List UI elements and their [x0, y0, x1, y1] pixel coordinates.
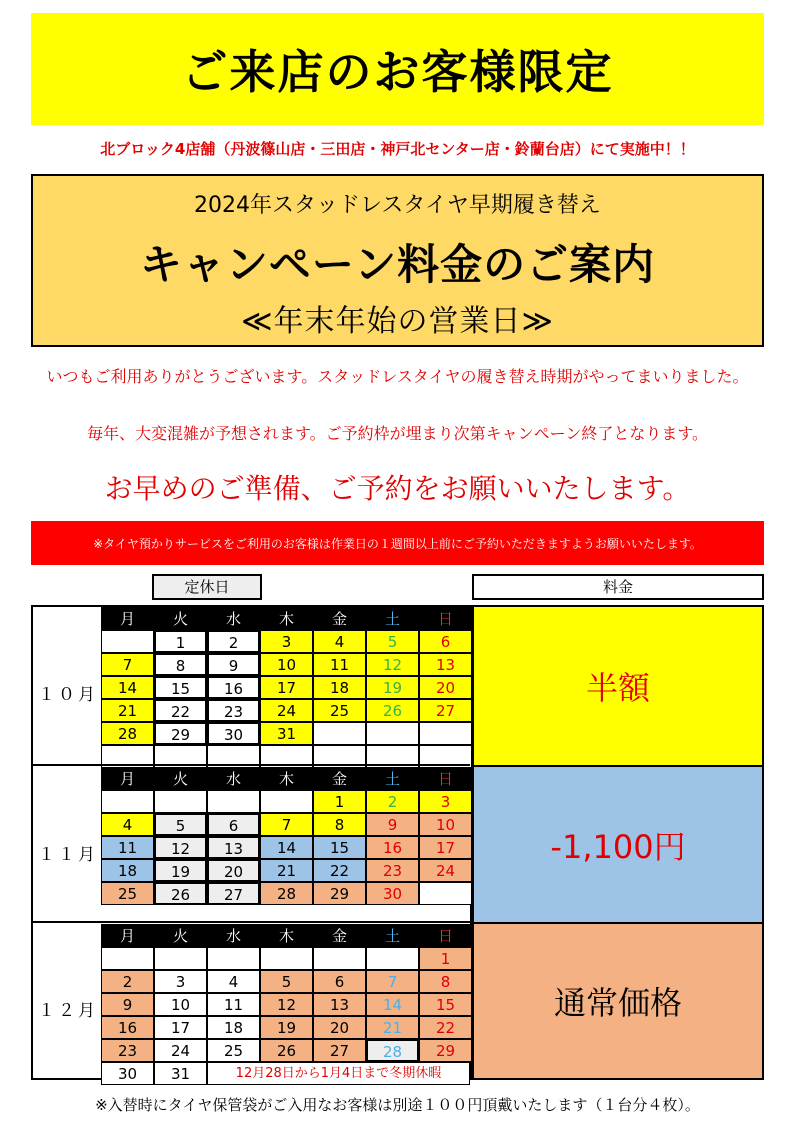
day-cell: 2: [207, 630, 260, 653]
day-cell: 9: [101, 993, 154, 1016]
day-cell: 14: [366, 993, 419, 1016]
day-cell: 20: [207, 859, 260, 882]
day-cell: 8: [154, 653, 207, 676]
day-cell: 16: [207, 676, 260, 699]
weekday-header: 金: [313, 607, 366, 630]
day-cell: 13: [313, 993, 366, 1016]
weekday-header: 木: [260, 924, 313, 947]
day-cell: 17: [419, 836, 472, 859]
footer-note: ※入替時にタイヤ保管袋がご入用なお客様は別途１００円頂戴いたします（１台分４枚）。: [95, 1096, 700, 1114]
closure-note: 12月28日から1月4日まで冬期休暇: [207, 1062, 470, 1085]
day-cell: [313, 947, 366, 970]
day-cell: 25: [313, 699, 366, 722]
campaign-title: キャンペーン料金のご案内: [139, 240, 656, 289]
day-cell: 1: [419, 947, 472, 970]
day-cell: 19: [366, 676, 419, 699]
day-cell: 18: [101, 859, 154, 882]
day-cell: 4: [207, 970, 260, 993]
campaign-box: [31, 174, 764, 347]
day-cell: 6: [207, 813, 260, 836]
day-cell: 11: [313, 653, 366, 676]
message-crowding: 毎年、大変混雑が予想されます。ご予約枠が埋まり次第キャンペーン終了となります。: [86, 424, 709, 443]
price-october: [472, 605, 764, 767]
day-cell: 28: [366, 1039, 419, 1062]
weekday-header: 日: [419, 607, 472, 630]
day-cell: 7: [101, 653, 154, 676]
day-cell: 13: [419, 653, 472, 676]
day-cell: 15: [419, 993, 472, 1016]
day-cell: 2: [366, 790, 419, 813]
day-cell: 22: [313, 859, 366, 882]
day-cell: 12: [154, 836, 207, 859]
day-cell: [419, 882, 472, 905]
day-cell: 31: [154, 1062, 207, 1085]
day-cell: 22: [154, 699, 207, 722]
day-cell: [207, 790, 260, 813]
day-cell: [260, 947, 313, 970]
day-cell: 27: [313, 1039, 366, 1062]
weekday-header: 土: [366, 924, 419, 947]
day-cell: [313, 722, 366, 745]
day-cell: 4: [313, 630, 366, 653]
day-cell: 14: [101, 676, 154, 699]
day-cell: 12: [260, 993, 313, 1016]
weekday-header: 火: [154, 767, 207, 790]
day-cell: 30: [101, 1062, 154, 1085]
month-label: １１月: [38, 845, 98, 865]
weekday-header: 金: [313, 924, 366, 947]
day-cell: 24: [419, 859, 472, 882]
weekday-header: 土: [366, 607, 419, 630]
campaign-subtitle: 2024年スタッドレスタイヤ早期履き替え: [194, 193, 601, 218]
header-banner: [31, 13, 764, 125]
day-cell: 9: [207, 653, 260, 676]
message-reserve: お早めのご準備、ご予約をお願いいたします。: [104, 472, 691, 505]
weekday-header: 火: [154, 924, 207, 947]
day-cell: 18: [207, 1016, 260, 1039]
storage-notice-text: ※タイヤ預かりサービスをご利用のお客様は作業日の１週間以上前にご予約いただきますようお願いいたします。: [93, 536, 702, 551]
day-cell: 26: [366, 699, 419, 722]
day-cell: 29: [154, 722, 207, 745]
stores-line: 北ブロック4店舗（丹波篠山店・三田店・神戸北センター店・鈴蘭台店）にて実施中！！: [100, 140, 695, 158]
day-cell: 29: [313, 882, 366, 905]
day-cell: [154, 790, 207, 813]
day-cell: 15: [313, 836, 366, 859]
weekday-header: 水: [207, 767, 260, 790]
day-cell: 12: [366, 653, 419, 676]
day-cell: 6: [313, 970, 366, 993]
day-cell: 11: [101, 836, 154, 859]
day-cell: 3: [260, 630, 313, 653]
weekday-header: 火: [154, 607, 207, 630]
day-cell: 5: [366, 630, 419, 653]
page-title: ご来店のお客様限定: [181, 45, 614, 99]
day-cell: 3: [154, 970, 207, 993]
day-cell: 23: [207, 699, 260, 722]
day-cell: 5: [154, 813, 207, 836]
day-cell: 31: [260, 722, 313, 745]
weekday-header: 水: [207, 607, 260, 630]
campaign-caption: ≪年末年始の営業日≫: [241, 304, 554, 339]
day-cell: 19: [260, 1016, 313, 1039]
day-cell: 19: [154, 859, 207, 882]
day-cell: 5: [260, 970, 313, 993]
message-greeting: いつもご利用ありがとうございます。スタッドレスタイヤの履き替え時期がやってまいりました。: [46, 367, 749, 386]
weekday-header: 月: [101, 607, 154, 630]
day-cell: 15: [154, 676, 207, 699]
price-december: [472, 922, 764, 1080]
day-cell: 28: [260, 882, 313, 905]
weekday-header: 木: [260, 607, 313, 630]
day-cell: 21: [260, 859, 313, 882]
day-cell: 18: [313, 676, 366, 699]
weekday-header: 木: [260, 767, 313, 790]
day-cell: 16: [366, 836, 419, 859]
weekday-header: 日: [419, 924, 472, 947]
day-cell: [154, 947, 207, 970]
day-cell: 25: [207, 1039, 260, 1062]
calendar-table: [31, 605, 472, 1083]
day-cell: 22: [419, 1016, 472, 1039]
day-cell: [260, 790, 313, 813]
day-cell: 29: [419, 1039, 472, 1062]
day-cell: 16: [101, 1016, 154, 1039]
day-cell: [101, 947, 154, 970]
day-cell: 20: [419, 676, 472, 699]
day-cell: [101, 790, 154, 813]
day-cell: 25: [101, 882, 154, 905]
day-cell: 9: [366, 813, 419, 836]
weekday-header: 日: [419, 767, 472, 790]
month-separator: [33, 764, 470, 766]
day-cell: 21: [366, 1016, 419, 1039]
day-cell: 24: [154, 1039, 207, 1062]
day-cell: 27: [207, 882, 260, 905]
month-label: １２月: [38, 1001, 98, 1021]
weekday-header: 月: [101, 767, 154, 790]
day-cell: 2: [101, 970, 154, 993]
legend-price: 料金: [472, 574, 764, 600]
weekday-header: 月: [101, 924, 154, 947]
day-cell: 27: [419, 699, 472, 722]
day-cell: 21: [101, 699, 154, 722]
day-cell: 10: [419, 813, 472, 836]
day-cell: 11: [207, 993, 260, 1016]
price-november: [472, 765, 764, 924]
day-cell: 10: [154, 993, 207, 1016]
day-cell: 8: [313, 813, 366, 836]
day-cell: 14: [260, 836, 313, 859]
storage-notice: [31, 521, 764, 565]
day-cell: 17: [260, 676, 313, 699]
weekday-header: 金: [313, 767, 366, 790]
day-cell: 23: [101, 1039, 154, 1062]
day-cell: 24: [260, 699, 313, 722]
day-cell: 6: [419, 630, 472, 653]
day-cell: 30: [366, 882, 419, 905]
day-cell: 13: [207, 836, 260, 859]
price-october-text: 半額: [585, 669, 650, 707]
day-cell: 17: [154, 1016, 207, 1039]
day-cell: [419, 722, 472, 745]
day-cell: [366, 722, 419, 745]
price-november-text: -1,100円: [550, 827, 686, 866]
day-cell: 4: [101, 813, 154, 836]
day-cell: 23: [366, 859, 419, 882]
day-cell: 3: [419, 790, 472, 813]
day-cell: [207, 947, 260, 970]
day-cell: 26: [154, 882, 207, 905]
legend-holiday: 定休日: [152, 574, 262, 600]
day-cell: 30: [207, 722, 260, 745]
day-cell: [366, 947, 419, 970]
price-december-text: 通常価格: [553, 984, 682, 1022]
day-cell: 26: [260, 1039, 313, 1062]
day-cell: 20: [313, 1016, 366, 1039]
day-cell: 7: [366, 970, 419, 993]
weekday-header: 水: [207, 924, 260, 947]
day-cell: 28: [101, 722, 154, 745]
day-cell: 1: [313, 790, 366, 813]
month-separator: [33, 921, 470, 923]
day-cell: [101, 630, 154, 653]
day-cell: 7: [260, 813, 313, 836]
day-cell: 8: [419, 970, 472, 993]
weekday-header: 土: [366, 767, 419, 790]
day-cell: 1: [154, 630, 207, 653]
month-label: １０月: [38, 685, 98, 705]
day-cell: 10: [260, 653, 313, 676]
